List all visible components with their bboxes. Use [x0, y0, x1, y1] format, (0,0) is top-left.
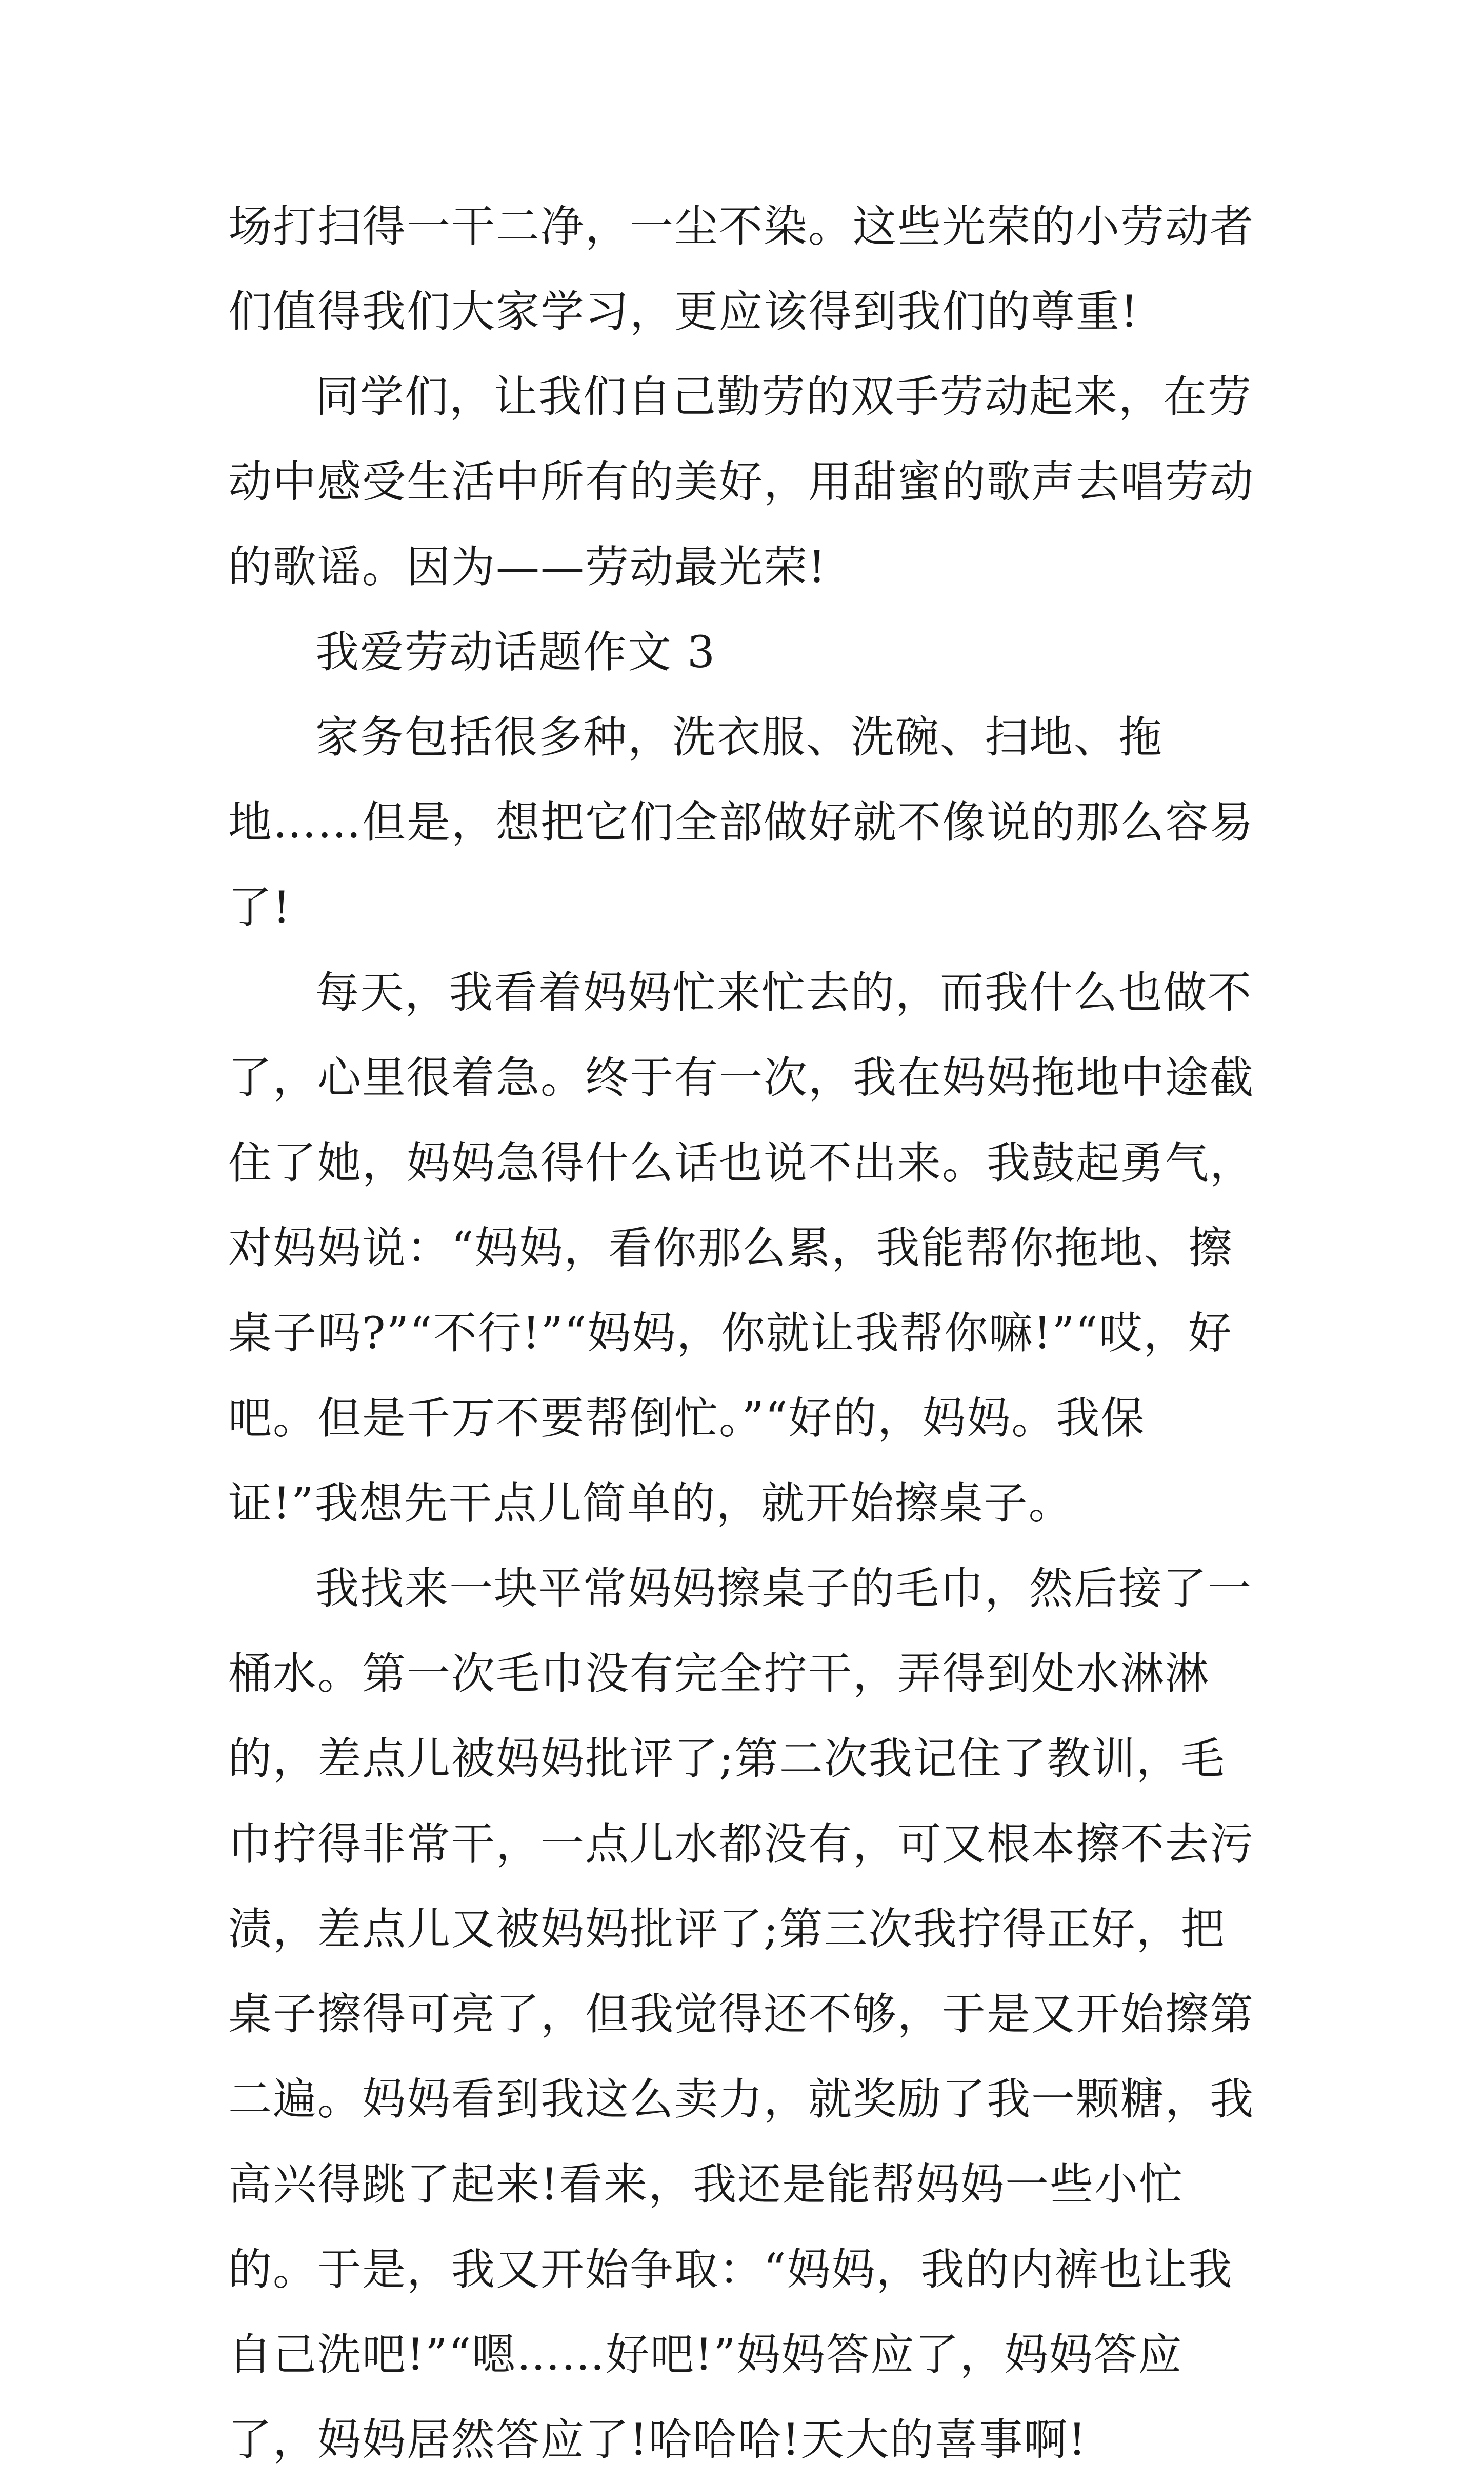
paragraph-labor-glory: 同学们，让我们自己勤劳的双手劳动起来，在劳动中感受生活中所有的美好，用甜蜜的歌声去唱劳动的歌谣。因为——劳动最光荣!	[228, 372, 1255, 593]
paragraph-housework-intro: 家务包括很多种，洗衣服、洗碗、扫地、拖地……但是，想把它们全部做好就不像说的那么容易了!	[228, 712, 1255, 933]
document-body	[228, 185, 1269, 2483]
paragraph-continuation: 场打扫得一干二净，一尘不染。这些光荣的小劳动者们值得我们大家学习，更应该得到我们的尊重!	[228, 202, 1255, 337]
paragraph-wiping-table: 我找来一块平常妈妈擦桌子的毛巾，然后接了一桶水。第一次毛巾没有完全拧干，弄得到处水淋淋的，差点儿被妈妈批评了;第二次我记住了教训，毛巾拧得非常干，一点儿水都没有，可又根本擦不去污渍，差点儿又被妈妈批评了;第三次我拧得正好，把桌子擦得可亮了，但我觉得还不够，于是又开始擦第二遍。妈妈看到我这么卖力，就奖励了我一颗糖，我高兴得跳了起来!看来，我还是能帮妈妈一些小忙的。于是，我又开始争取：“妈妈，我的内裤也让我自己洗吧!”“嗯……好吧!”妈妈答应了，妈妈答应了，妈妈居然答应了!哈哈哈!天大的喜事啊!	[228, 1564, 1255, 2466]
paragraph-helping-mom: 每天，我看着妈妈忙来忙去的，而我什么也做不了，心里很着急。终于有一次，我在妈妈拖地中途截住了她，妈妈急得什么话也说不出来。我鼓起勇气，对妈妈说：“妈妈，看你那么累，我能帮你拖地、擦桌子吗?”“不行!”“妈妈，你就让我帮你嘛!”“哎，好吧。但是千万不要帮倒忙。”“好的，妈妈。我保证!”我想先干点儿简单的，就开始擦桌子。	[228, 968, 1255, 1529]
essay-heading: 我爱劳动话题作文 3	[315, 627, 716, 678]
